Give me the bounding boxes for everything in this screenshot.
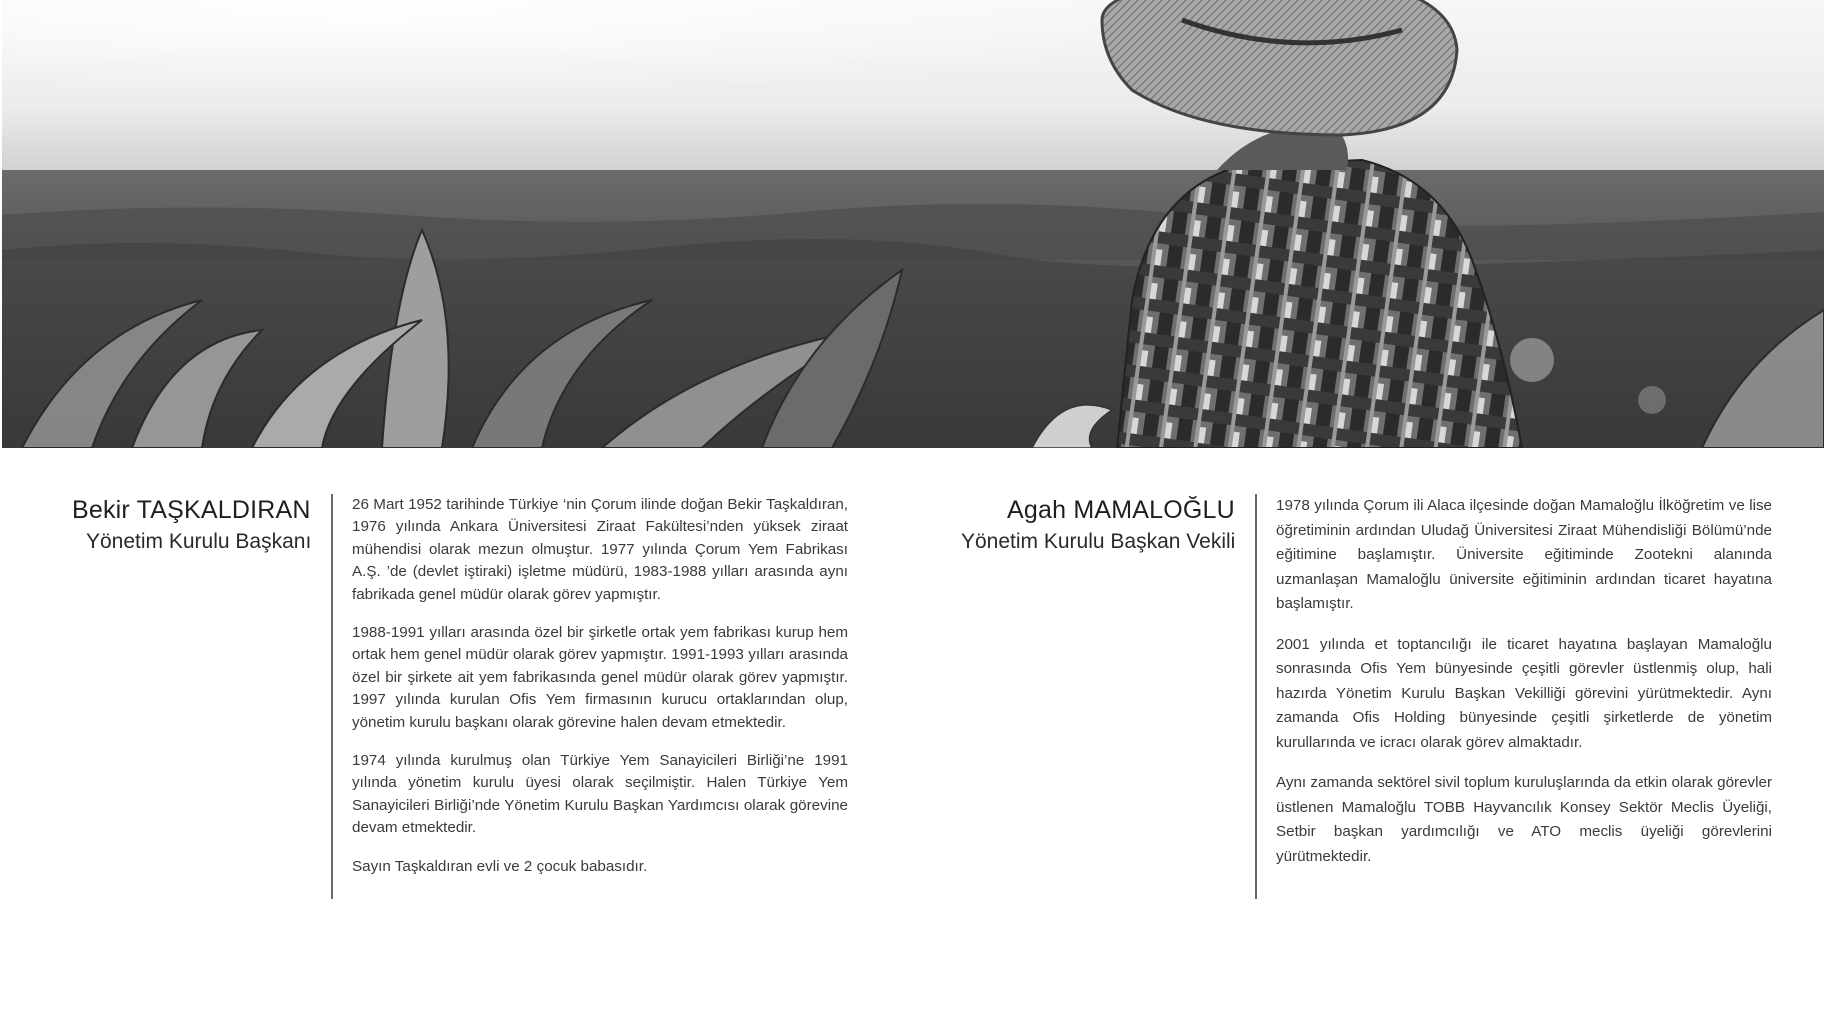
- member-role: Yönetim Kurulu Başkan Vekili: [961, 530, 1236, 553]
- bio-paragraph: 1978 yılında Çorum ili Alaca ilçesinde doğan Mamaloğlu İlköğretim ve lise öğretiminin ardından Uludağ Üniversitesi Ziraat Mühendisliği Bölümü’nde eğitimine başlamıştır. Üniversite eğitiminde Zootekni alanında uzmanlaşan Mamaloğlu üniversite eğitiminin ardından ticaret hayatına başlamıştır.: [1276, 497, 1772, 612]
- bio-paragraph: 1988-1991 yılları arasında özel bir şirketle ortak yem fabrikası kurup hem ortak hem genel müdür olarak görev yapmıştır. 1991-1993 yılları arasında özel bir şirkete ait yem fabrikasında genel müdür olarak görev yapmıştır. 1997 yılında kurulan Ofis Yem firmasının kurucu ortaklarından olup, yönetim kurulu başkanı olarak görevine halen devam etmektedir.: [352, 624, 848, 731]
- hero-photo-farmer-cornfield: [2, 0, 1824, 448]
- member-role: Yönetim Kurulu Başkanı: [86, 530, 312, 553]
- bio-paragraph: Sayın Taşkaldıran evli ve 2 çocuk babasıdır.: [352, 857, 648, 875]
- divider-line: [1255, 494, 1257, 899]
- divider-line: [331, 494, 333, 899]
- bio-paragraph: 1974 yılında kurulmuş olan Türkiye Yem Sanayicileri Birliği’ne 1991 yılında yönetim kurulu üyesi olarak seçilmiştir. Halen Türkiye Yem Sanayicileri Birliği’nde Yönetim Kurulu Başkan Yardımcısı olarak görevine devam etmektedir.: [352, 752, 848, 837]
- member-name: Bekir TAŞKALDIRAN: [72, 496, 311, 524]
- bio-paragraph: Aynı zamanda sektörel sivil toplum kuruluşlarında da etkin olarak görevler üstlenen Mamaloğlu TOBB Hayvancılık Konsey Sektör Meclis Üyeliği, Setbir başkan yardımcılığı ve ATO meclis üyeliği görevlerini yürütmektedir.: [1276, 774, 1772, 865]
- bio-paragraph: 26 Mart 1952 tarihinde Türkiye ‘nin Çorum ilinde doğan Bekir Taşkaldıran, 1976 yılında Ankara Üniversitesi Ziraat Fakültesi’nden yüksek ziraat mühendisi olarak mezun olmuştur. 1977 yılında Çorum Yem Fabrikası A.Ş. ’de (devlet iştiraki) işletme müdürü, 1983-1988 yılları arasında aynı fabrikada genel müdür olarak görev yapmıştır.: [352, 496, 848, 603]
- member-bio: [352, 494, 848, 894]
- bio-paragraph: 2001 yılında et toptancılığı ile ticaret hayatına başlayan Mamaloğlu sonrasında Ofis Yem bünyesinde çeşitli görevler üstlenmiş olup, hali hazırda Yönetim Kurulu Başkan Vekilliği görevini yürütmektedir. Aynı zamanda Ofis Holding bünyesinde çeşitli şirketlerde de yönetim kurullarında ve icracı olarak görev almaktadır.: [1276, 635, 1772, 751]
- member-name: Agah MAMALOĞLU: [1007, 496, 1235, 524]
- member-bio: [1276, 494, 1772, 885]
- farmer-in-cornfield-photo: [2, 0, 1824, 448]
